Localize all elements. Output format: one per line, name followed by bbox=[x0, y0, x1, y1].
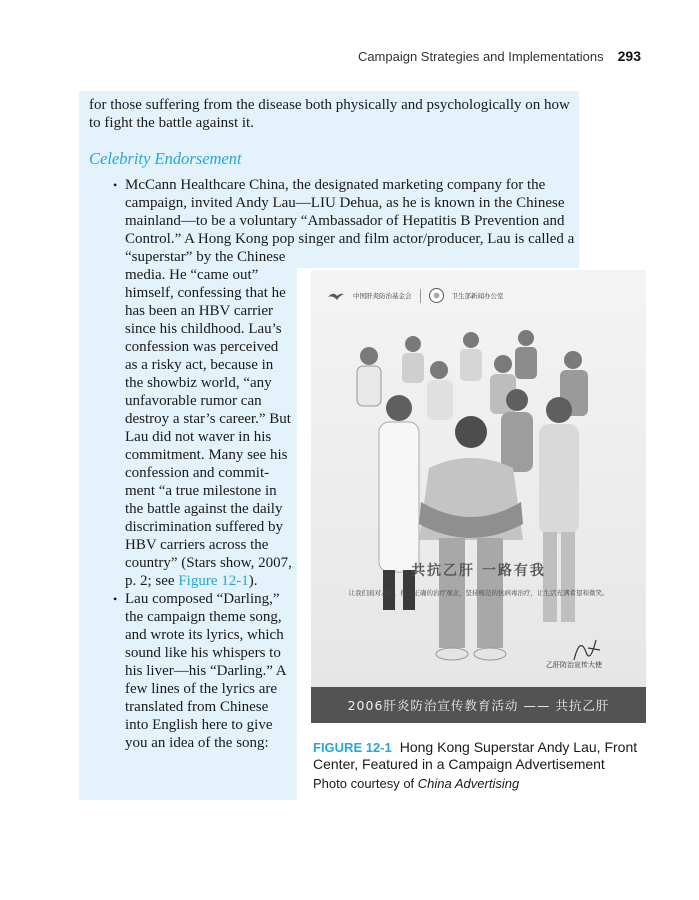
figure-caption-text: Hong Kong Superstar Andy Lau, Front Center, Featured in a Campaign Advertisement bbox=[313, 739, 638, 772]
figure-credit-source: China Advertising bbox=[417, 776, 520, 791]
campaign-logos bbox=[327, 288, 504, 303]
ambassador-title: 乙肝防治宣传大使 bbox=[546, 661, 602, 669]
ad-sub-slogan: 让我们面对乙肝，树立正确的治疗观念，坚持规范的抗病毒治疗，让生活充满希望和微笑。 bbox=[348, 589, 609, 597]
figure-caption bbox=[313, 739, 653, 773]
ministry-seal-icon bbox=[429, 288, 444, 303]
bullet-text-narrow: • Lau composed “Darling,” the campaign theme song, and wrote its lyrics, which sound like his whispers to his liver—his “Darling.” A few lines of the lyrics are translated from Chinese into English here to give you an idea of the song: bbox=[125, 591, 286, 751]
page-number: 293 bbox=[617, 48, 641, 64]
figure-reference-link[interactable]: Figure 12-1 bbox=[178, 573, 249, 589]
ministry-logo-text: 卫生部新闻办公室 bbox=[451, 292, 504, 300]
section-heading: Celebrity Endorsement bbox=[89, 149, 242, 168]
campaign-ad-illustration bbox=[311, 270, 646, 687]
intro-paragraph: for those suffering from the disease both physically and psychologically on how to fight the battle against it. bbox=[89, 97, 570, 131]
figure-label: FIGURE 12-1 bbox=[313, 740, 392, 755]
bullet-text-wide: McCann Healthcare China, the designated marketing company for the campaign, invited Andy Lau—LIU Dehua, as he is known in the Chinese mainland—to be a voluntary “Ambassador of Hepatitis B Prevention and Control.” A Hong Kong pop singer and film actor/producer, Lau is called a bbox=[125, 177, 575, 247]
figure-credit: Photo courtesy of China Advertising bbox=[313, 776, 520, 791]
campaign-ad-photo bbox=[311, 270, 646, 687]
foundation-logo-text: 中国肝炎防治基金会 bbox=[353, 292, 412, 300]
figure-banner: 2006肝炎防治宣传教育活动 —— 共抗乙肝 bbox=[311, 687, 646, 723]
logo-divider bbox=[420, 289, 421, 303]
foundation-logo-icon bbox=[327, 291, 345, 301]
running-head-title: Campaign Strategies and Implementations bbox=[357, 49, 604, 64]
running-head bbox=[358, 48, 641, 66]
ad-slogan: 共抗乙肝 一路有我 bbox=[411, 563, 546, 579]
bullet-text-narrow: “superstar” by the Chinese media. He “came out” himself, confessing that he has been an HBV carrier since his childhood. Lau’s confession was perceived as a risky act, because in the showbiz world, “any unfavorable rumor can destroy a star’s career.” But Lau did not waver in his commitment. Many see his confession and commit- ment “a true milestone in the battle against the daily discrimination suffered by HBV carriers across the country” (Stars show, 2007, p. 2; see Figure 12-1). bbox=[125, 249, 292, 589]
